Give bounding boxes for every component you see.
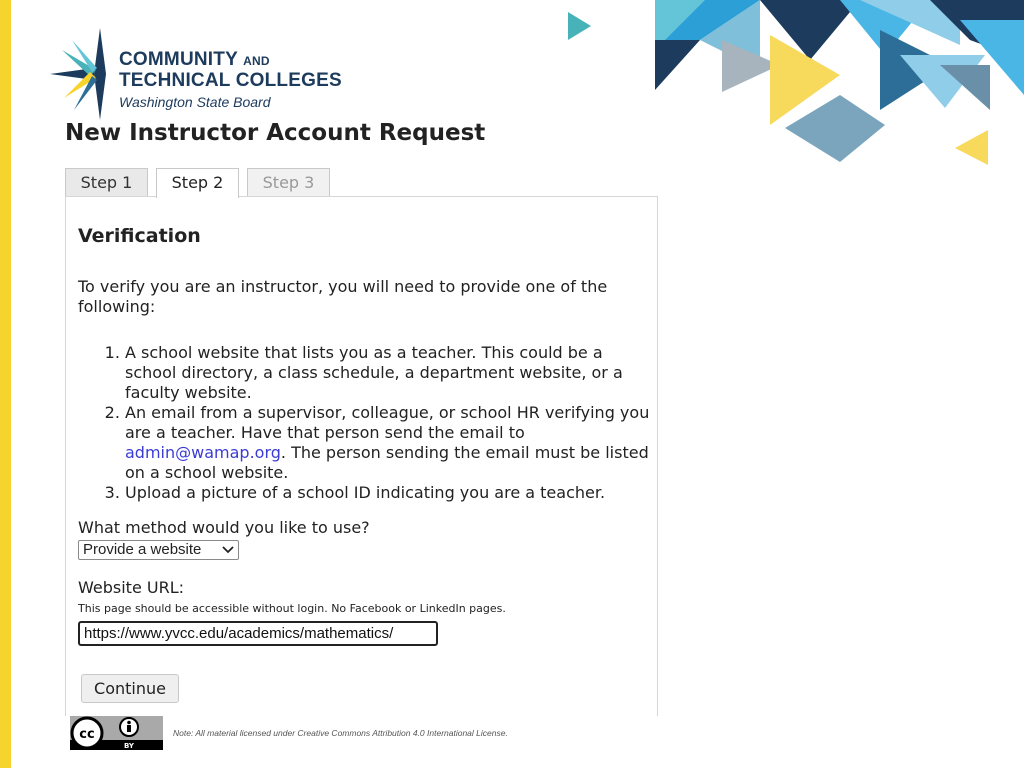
verification-intro: To verify you are an instructor, you will need to provide one of the following: xyxy=(78,277,608,316)
deco-small-teal-triangle xyxy=(568,12,591,40)
deco-shape xyxy=(655,40,700,90)
method-select[interactable] xyxy=(78,540,239,560)
page-title: New Instructor Account Request xyxy=(65,120,486,146)
logo-and: AND xyxy=(243,54,270,68)
verification-panel xyxy=(65,196,658,716)
cc-icon-text: cc xyxy=(79,727,95,742)
chevron-down-icon xyxy=(222,545,234,555)
cc-by-license-badge xyxy=(70,716,163,750)
cc-by-text: BY xyxy=(123,742,135,750)
website-url-label: Website URL: xyxy=(78,578,184,597)
logo-line-2: TECHNICAL COLLEGES xyxy=(119,70,342,91)
continue-button[interactable]: Continue xyxy=(81,674,179,703)
license-note: Note: All material licensed under Creative Commons Attribution 4.0 International License. xyxy=(173,728,508,738)
ctc-logo-text xyxy=(119,50,342,110)
logo-community: COMMUNITY xyxy=(119,49,238,70)
verification-heading: Verification xyxy=(78,225,201,247)
tab-step-3[interactable]: Step 3 xyxy=(247,168,330,196)
website-url-input[interactable]: https://www.yvcc.edu/academics/mathematics/ xyxy=(78,621,438,646)
deco-shape xyxy=(955,130,988,165)
ctc-logo-star-icon xyxy=(50,28,106,120)
option-school-id: 3. Upload a picture of a school ID indicating you are a teacher. xyxy=(125,483,653,503)
website-url-hint: This page should be accessible without login. No Facebook or LinkedIn pages. xyxy=(78,602,506,615)
tab-step-1[interactable]: Step 1 xyxy=(65,168,148,196)
admin-email-link[interactable]: admin@wamap.org xyxy=(125,443,281,462)
verification-options-list xyxy=(78,343,653,503)
tab-step-2[interactable]: Step 2 xyxy=(156,168,239,198)
method-selected-value: Provide a website xyxy=(83,541,202,558)
method-label: What method would you like to use? xyxy=(78,518,370,537)
option-email xyxy=(125,403,653,483)
deco-shape xyxy=(785,95,885,162)
option-email-text: An email from a supervisor, colleague, or school HR verifying you are a teacher. Have that person send the email to xyxy=(125,403,650,442)
logo-line-3: Washington State Board xyxy=(119,94,271,110)
logo-line-1 xyxy=(119,50,342,71)
option-email-text-after: . The person sending the email must be listed on a school website. xyxy=(125,443,649,482)
option-website: 1. A school website that lists you as a teacher. This could be a school directory, a class schedule, a department website, or a faculty website. xyxy=(125,343,653,403)
